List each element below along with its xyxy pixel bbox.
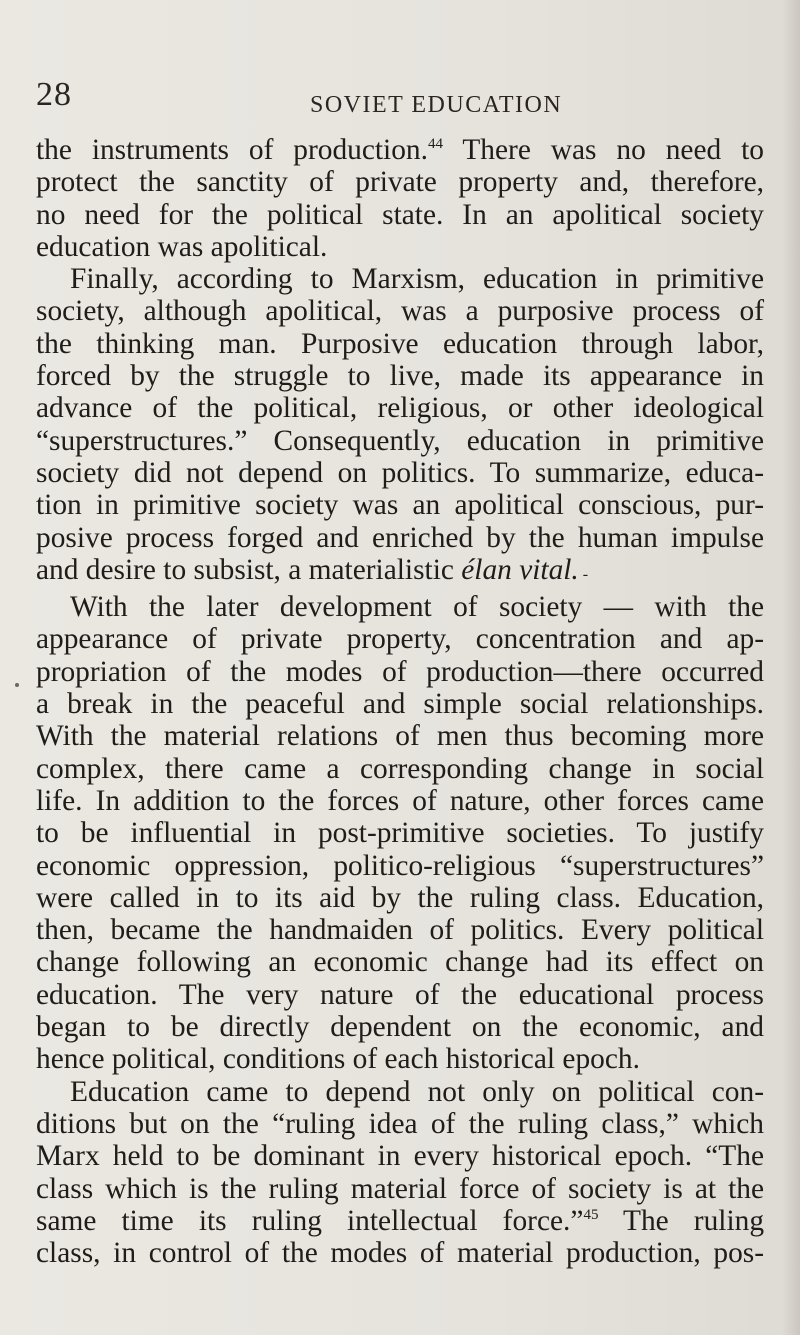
text-line: “superstructures.” Consequently, education in primitive bbox=[36, 424, 764, 457]
text-line: advance of the political, religious, or other ideological bbox=[36, 392, 764, 425]
paragraph-4 bbox=[36, 1076, 764, 1270]
text-line: to be influential in post-primitive societies. To justify bbox=[36, 817, 764, 850]
footnote-ref: 44 bbox=[427, 136, 443, 152]
text-line: tion in primitive society was an apolitical conscious, pur- bbox=[36, 489, 764, 522]
text-line: With the later development of society — with the bbox=[70, 591, 764, 624]
text-line: Education came to depend not only on political con- bbox=[70, 1075, 764, 1108]
text-line: began to be directly dependent on the economic, and bbox=[36, 1011, 764, 1044]
text-line: posive process forged and enriched by the human impulse bbox=[36, 521, 764, 554]
text-line: class, in control of the modes of material production, pos- bbox=[36, 1237, 764, 1270]
text-line: With the material relations of men thus becoming more bbox=[36, 720, 764, 753]
text-line: same time its ruling intellectual force.”$^{45}$ The ruling bbox=[36, 1204, 765, 1237]
paragraph-2 bbox=[36, 263, 764, 591]
footnote-ref: 45 bbox=[583, 1206, 599, 1223]
page-header bbox=[36, 76, 756, 126]
text-line: no need for the political state. In an apolitical society bbox=[36, 198, 764, 231]
text-line: were called in to its aid by the ruling class. Education, bbox=[36, 881, 764, 914]
paragraph-1 bbox=[36, 134, 764, 263]
text-line: protect the sanctity of private property and, therefore, bbox=[36, 166, 764, 199]
text-line: class which is the ruling material force of society is at the bbox=[36, 1172, 764, 1205]
running-title: SOVIET EDUCATION bbox=[310, 92, 563, 118]
text-line: the thinking man. Purposive education through labor, bbox=[36, 327, 764, 360]
text-line: complex, there came a corresponding change in social bbox=[36, 752, 764, 785]
page-edge-shadow bbox=[782, 0, 800, 1335]
text-line: change following an economic change had its effect on bbox=[36, 946, 764, 979]
body-text bbox=[36, 134, 764, 1269]
text-line: economic oppression, politico-religious “superstructures” bbox=[36, 849, 764, 882]
text-line: then, became the handmaiden of politics. Every political bbox=[36, 914, 764, 947]
text-line: the instruments of production.$^{44}$ There was no need to bbox=[36, 134, 764, 166]
paragraph-3 bbox=[36, 591, 764, 1075]
text-line: appearance of private property, concentration and ap- bbox=[36, 623, 764, 656]
print-speck bbox=[15, 683, 19, 687]
text-line: forced by the struggle to live, made its appearance in bbox=[36, 360, 764, 393]
text-line: education. The very nature of the educational process bbox=[36, 978, 764, 1011]
text-line: society, although apolitical, was a purposive process of bbox=[36, 295, 764, 328]
text-line: Marx held to be dominant in every historical epoch. “The bbox=[36, 1140, 764, 1173]
elan-vital-italic: élan vital. bbox=[461, 553, 579, 586]
text-line: education was apolitical. bbox=[36, 230, 328, 263]
text-line: hence political, conditions of each historical epoch. bbox=[36, 1043, 640, 1076]
text-line: Finally, according to Marxism, education in primitive bbox=[70, 263, 764, 296]
text-line: a break in the peaceful and simple social relationships. bbox=[36, 688, 764, 721]
text-line: society did not depend on politics. To summarize, educa- bbox=[36, 456, 764, 489]
text-line: ditions but on the “ruling idea of the ruling class,” which bbox=[36, 1107, 764, 1140]
text-line: and desire to subsist, a materialistic élan vital. - bbox=[36, 553, 589, 586]
page-number: 28 bbox=[36, 76, 72, 113]
text-line: propriation of the modes of production—there occurred bbox=[36, 655, 764, 688]
text-line: life. In addition to the forces of nature, other forces came bbox=[36, 784, 764, 817]
